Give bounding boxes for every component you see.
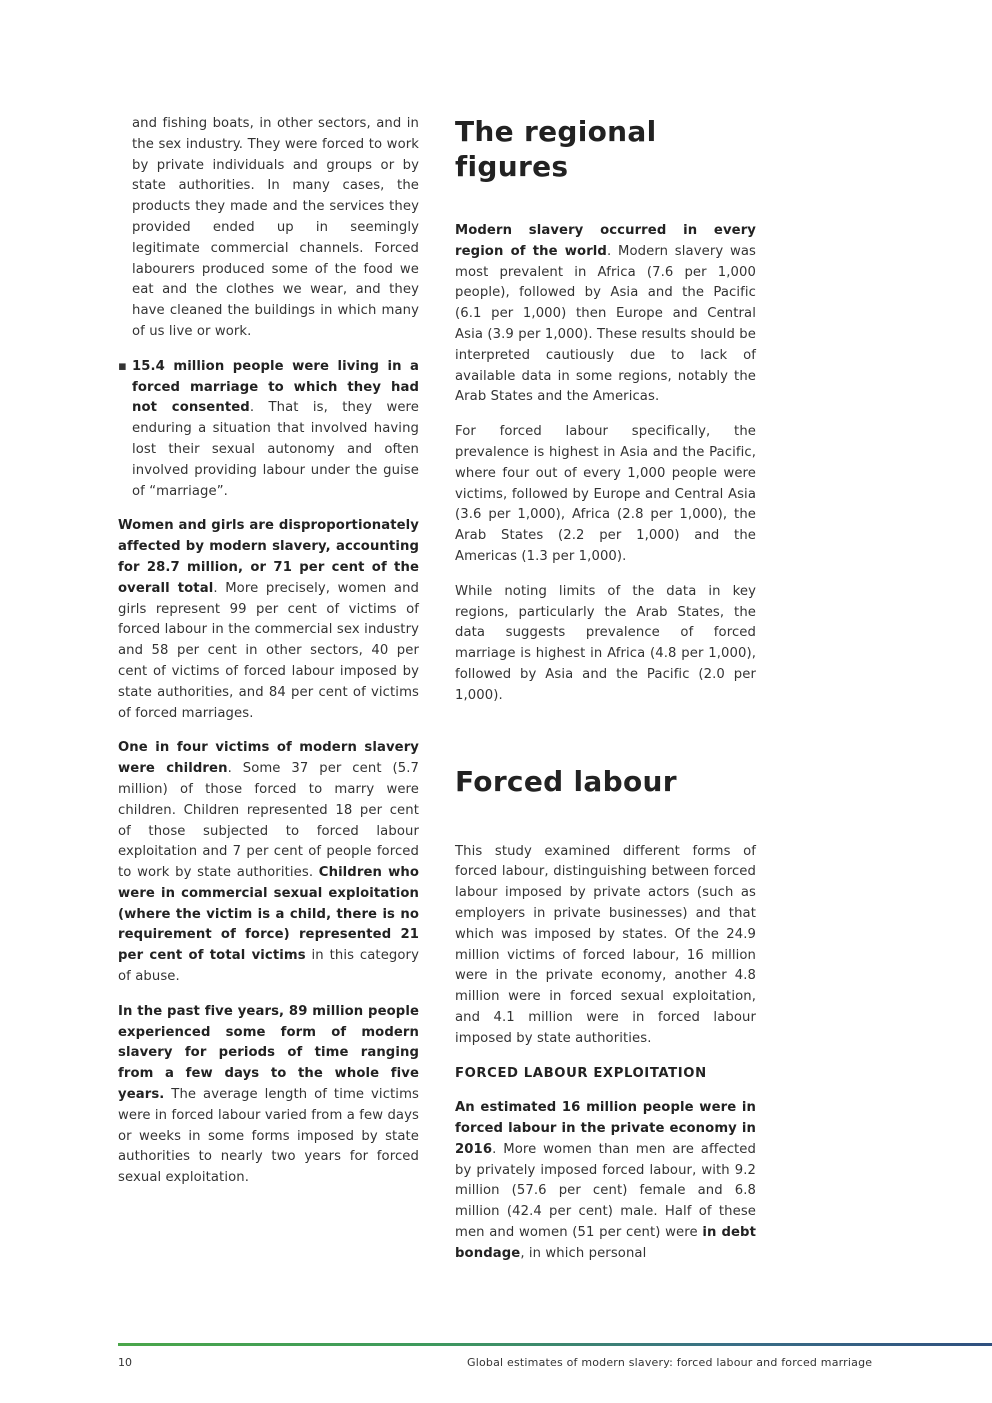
footer-divider (118, 1343, 992, 1346)
paragraph-study-forms: This study examined different forms of forced labour, distinguishing between forced labour imposed by private actors (such as employers in private businesses) and that which was imposed by states. Of the 24.9 million victims of forced labour, 16 million were in the private economy, another 4.8 million were in forced sexual exploitation, and 4.1 million were in forced labour imposed by state authorities. (455, 843, 756, 1046)
paragraph-forced-marriage-prevalence: While noting limits of the data in key regions, particularly the Arab States, the data suggests prevalence of forced marriage is highest in Africa (4.8 per 1,000), followed by Asia and the Pacific (2.0 per 1,000). (455, 583, 756, 703)
bullet-text: . That is, they were enduring a situation that involved having lost their sexual autonomy and often involved providing labour under the guise of “marriage”. (132, 400, 419, 499)
bullet-bold-text: 15.4 million people were living in a forced marriage to which they had not consented (132, 358, 419, 416)
regions-bold: Modern slavery occurred in every region of the world (455, 223, 756, 259)
private-economy-text-1: . More women than men are affected by privately imposed forced labour, with 9.2 million (57.6 per cent) female and 6.8 million (42.4 per cent) male. Half of these men and women (51 per cent) were (455, 1141, 756, 1241)
footer-title: Global estimates of modern slavery: forced labour and forced marriage (467, 1356, 873, 1369)
subheading-forced-labour-exploitation: FORCED LABOUR EXPLOITATION (455, 1065, 707, 1081)
children-text-1: . Some 37 per cent (5.7 million) of those forced to marry were children. Children represented 18 per cent of those subjected to forced labour exploitation and 7 per cent of people forced to work by state authorities. (118, 761, 419, 881)
private-economy-text-2: , in which personal (520, 1245, 647, 1261)
paragraph-private-economy (455, 1098, 756, 1264)
women-girls-bold: Women and girls are disproportionately affected by modern slavery, accounting for 28.7 million, or 71 per cent of the overall total (118, 518, 419, 596)
children-bold-1: One in four victims of modern slavery were children (118, 740, 419, 777)
children-bold-2: Children who were in commercial sexual exploitation (where the victim is a child, there is no requirement of force) represented 21 per cent of total victims (118, 865, 419, 964)
regions-text: . Modern slavery was most prevalent in Africa (7.6 per 1,000 people), followed by Asia and the Pacific (6.1 per 1,000) then Europe and Central Asia (3.9 per 1,000). These results should be interpreted cautiously due to lack of available data in some regions, notably the Arab States and the Americas. (455, 243, 757, 405)
children-text-2: in this category of abuse. (118, 948, 419, 985)
right-column (455, 114, 756, 1279)
left-column (118, 114, 419, 1203)
paragraph-forced-labour-prevalence: For forced labour specifically, the prevalence is highest in Asia and the Pacific, where four out of every 1,000 people were victims, followed by Europe and Central Asia (3.6 per 1,000), Africa (2.8 per 1,000), the Arab States (2.2 per 1,000) and the Americas (1.3 per 1,000). (455, 424, 756, 564)
five-years-text: The average length of time victims were in forced labour varied from a few days or weeks in some forms imposed by state authorities to nearly two years for forced sexual exploitation. (118, 1087, 419, 1186)
paragraph-children (118, 738, 419, 988)
heading-regional-figures: The regional figures (455, 115, 657, 183)
page-number: 10 (118, 1356, 132, 1369)
paragraph-women-girls (118, 516, 419, 724)
paragraph-five-years (118, 1002, 419, 1189)
private-economy-bold-1: An estimated 16 million people were in forced labour in the private economy in 2016 (455, 1100, 756, 1157)
heading-forced-labour: Forced labour (455, 764, 677, 798)
bullet-forced-marriage (118, 357, 419, 503)
bullet-icon: ▪ (118, 358, 128, 374)
paragraph-regions (455, 221, 756, 408)
five-years-bold: In the past five years, 89 million people experienced some form of modern slavery for periods of time ranging from a few days to the whole five years. (118, 1003, 419, 1103)
paragraph-continued: and fishing boats, in other sectors, and in the sex industry. They were forced to work by private individuals and groups or by state authorities. In many cases, the products they made and the services they provided ended up in seemingly legitimate commercial channels. Forced labourers produced some of the food we eat and the clothes we wear, and they have cleaned the buildings in which many of us live or work. (132, 116, 419, 339)
women-girls-text: . More precisely, women and girls represent 99 per cent of victims of forced labour in the commercial sex industry and 58 per cent in other sectors, 40 per cent of victims of forced labour imposed by state authorities, and 84 per cent of victims of forced marriages. (118, 580, 419, 721)
private-economy-bold-2: in debt bondage (455, 1225, 756, 1261)
